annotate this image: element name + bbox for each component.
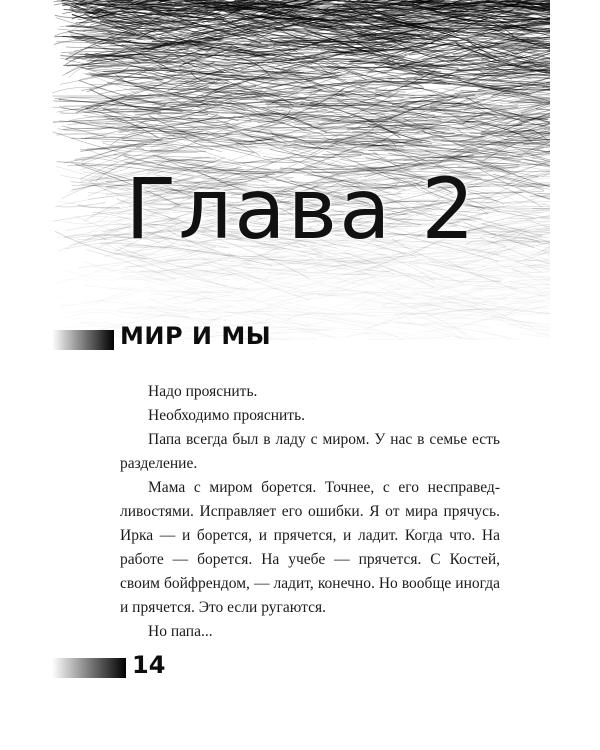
body-text [120,380,500,644]
scribble-stroke [64,270,103,282]
scribble-stroke [426,324,532,340]
scribble-stroke [372,324,419,340]
scribble-stroke [402,284,540,295]
chapter-title: Глава 2 [125,160,477,258]
scribble-stroke [53,132,131,156]
scribble-stroke [240,296,378,324]
paragraph: Но папа... [148,623,213,640]
scribble-stroke [315,319,388,337]
paragraph: Необходимо прояснить. [148,407,306,424]
scribble-stroke [53,315,106,320]
scribble-stroke [363,336,451,339]
section-gradient-bar [52,330,114,350]
page-number: 14 [132,651,166,679]
page-number-gradient-bar [52,658,126,678]
scribble-stroke [54,40,96,44]
scribble-stroke [84,285,207,292]
scribble-stroke [70,312,123,317]
paragraph: Мама с миром борется. Точнее, с его несправедливостями. Исправляет его ошибки. Я от мира прячусь. Ирка — и борется, и прячется, и ладит. Когда что. На работе — борется. На учебе — прячется. С Костей, своим бойфрендом, — ладит, конечно. Но вообще иногда и прячется. Это если ругаются. [120,479,500,616]
paragraph: Надо прояснить. [148,383,258,400]
scribble-stroke [62,126,107,137]
scribble-stroke [533,266,550,271]
scribble-stroke [59,288,133,306]
scribble-stroke [549,277,550,284]
scribble-stroke [202,292,252,313]
scribble-stroke [535,309,550,322]
scribble-stroke [277,302,316,309]
section-title: МИР И МЫ [120,322,272,350]
scribble-stroke [94,291,141,302]
paragraph: Папа всегда был в ладу с миром. У нас в семье есть разделение. [120,431,500,472]
